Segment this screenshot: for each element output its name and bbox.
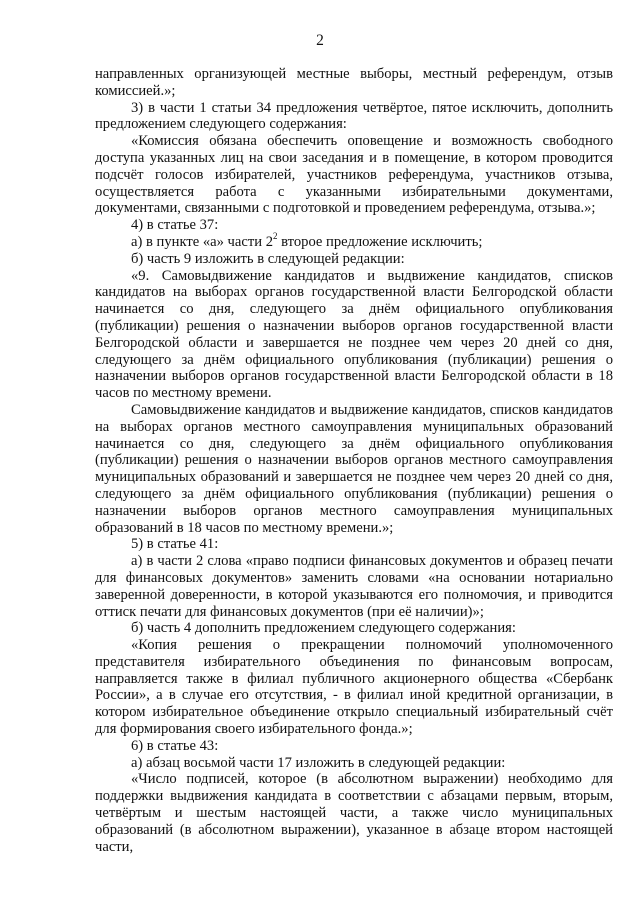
paragraph: направленных организующей местные выборы, местный референдум, отзыв комиссией.»; bbox=[95, 66, 613, 99]
paragraph: а) в части 2 слова «право подписи финансовых документов и образец печати для финансовых документов» заменить словами «на основании нотариально заверенной доверенности, в которой указываются его полномочия, и приводится оттиск печати для финансовых документов (при её наличии)»; bbox=[95, 553, 613, 620]
paragraph bbox=[95, 231, 613, 251]
paragraph: «Копия решения о прекращении полномочий уполномоченного представителя избирательного объединения по финансовым вопросам, направляется также в филиал публичного акционерного общества «Сбербанк России», а в случае его отсутствия, - в филиал иной кредитной организации, в котором избирательное объединение открыло специальный избирательный счёт для формирования своего избирательного фонда.»; bbox=[95, 637, 613, 738]
paragraph: 4) в статье 37: bbox=[131, 217, 219, 234]
document-body bbox=[95, 66, 613, 855]
paragraph: Самовыдвижение кандидатов и выдвижение кандидатов, списков кандидатов на выборах органов местного самоуправления муниципальных образований начинается со дня, следующего за днём официального опубликования (публикации) решения о назначении выборов органов местного самоуправления муниципальных образований и завершается не позднее чем через 20 дней со дня, следующего за днём официального опубликования (публикации) решения о назначении выборов органов местного самоуправления муниципальных образований в 18 часов по местному времени.»; bbox=[95, 401, 613, 536]
paragraph: 5) в статье 41: bbox=[131, 536, 219, 553]
paragraph: б) часть 9 изложить в следующей редакции: bbox=[131, 250, 405, 267]
paragraph: «9. Самовыдвижение кандидатов и выдвижение кандидатов, списков кандидатов на выборах органов государственной власти Белгородской области начинается со дня, следующего за днём официального опубликования (публикации) решения о назначении выборов органов государственной власти Белгородской области и завершается не позднее чем через 20 дней со дня, следующего за днём официального опубликования (публикации) решения о назначении выборов органов государственной власти Белгородской области в 18 часов по местному времени. bbox=[95, 267, 613, 402]
paragraph: а) абзац восьмой части 17 изложить в следующей редакции: bbox=[131, 754, 506, 771]
paragraph: «Число подписей, которое (в абсолютном выражении) необходимо для поддержки выдвижения кандидата в соответствии с абзацами первым, вторым, четвёртым и шестым настоящей части, а также число муниципальных образований (в абсолютном выражении), указанное в абзаце втором настоящей части, bbox=[95, 771, 613, 855]
paragraph: 6) в статье 43: bbox=[131, 737, 219, 754]
paragraph: б) часть 4 дополнить предложением следующего содержания: bbox=[131, 620, 516, 637]
page-number: 2 bbox=[316, 32, 324, 49]
superscript: 2 bbox=[273, 231, 278, 242]
paragraph: 3) в части 1 статьи 34 предложения четвёртое, пятое исключить, дополнить предложением следующего содержания: bbox=[95, 99, 613, 133]
paragraph-text: а) в пункте «а» части 2 bbox=[131, 233, 273, 250]
paragraph: «Комиссия обязана обеспечить оповещение и возможность свободного доступа указанных лиц на свои заседания и в помещение, в котором проводится подсчёт голосов избирателей, участников референдума, участников отзыва, осуществляется работа с указанными избирательными документами, документами, связанными с подготовкой и проведением референдума, отзыва.»; bbox=[95, 133, 613, 217]
paragraph-text: второе предложение исключить; bbox=[277, 233, 483, 250]
